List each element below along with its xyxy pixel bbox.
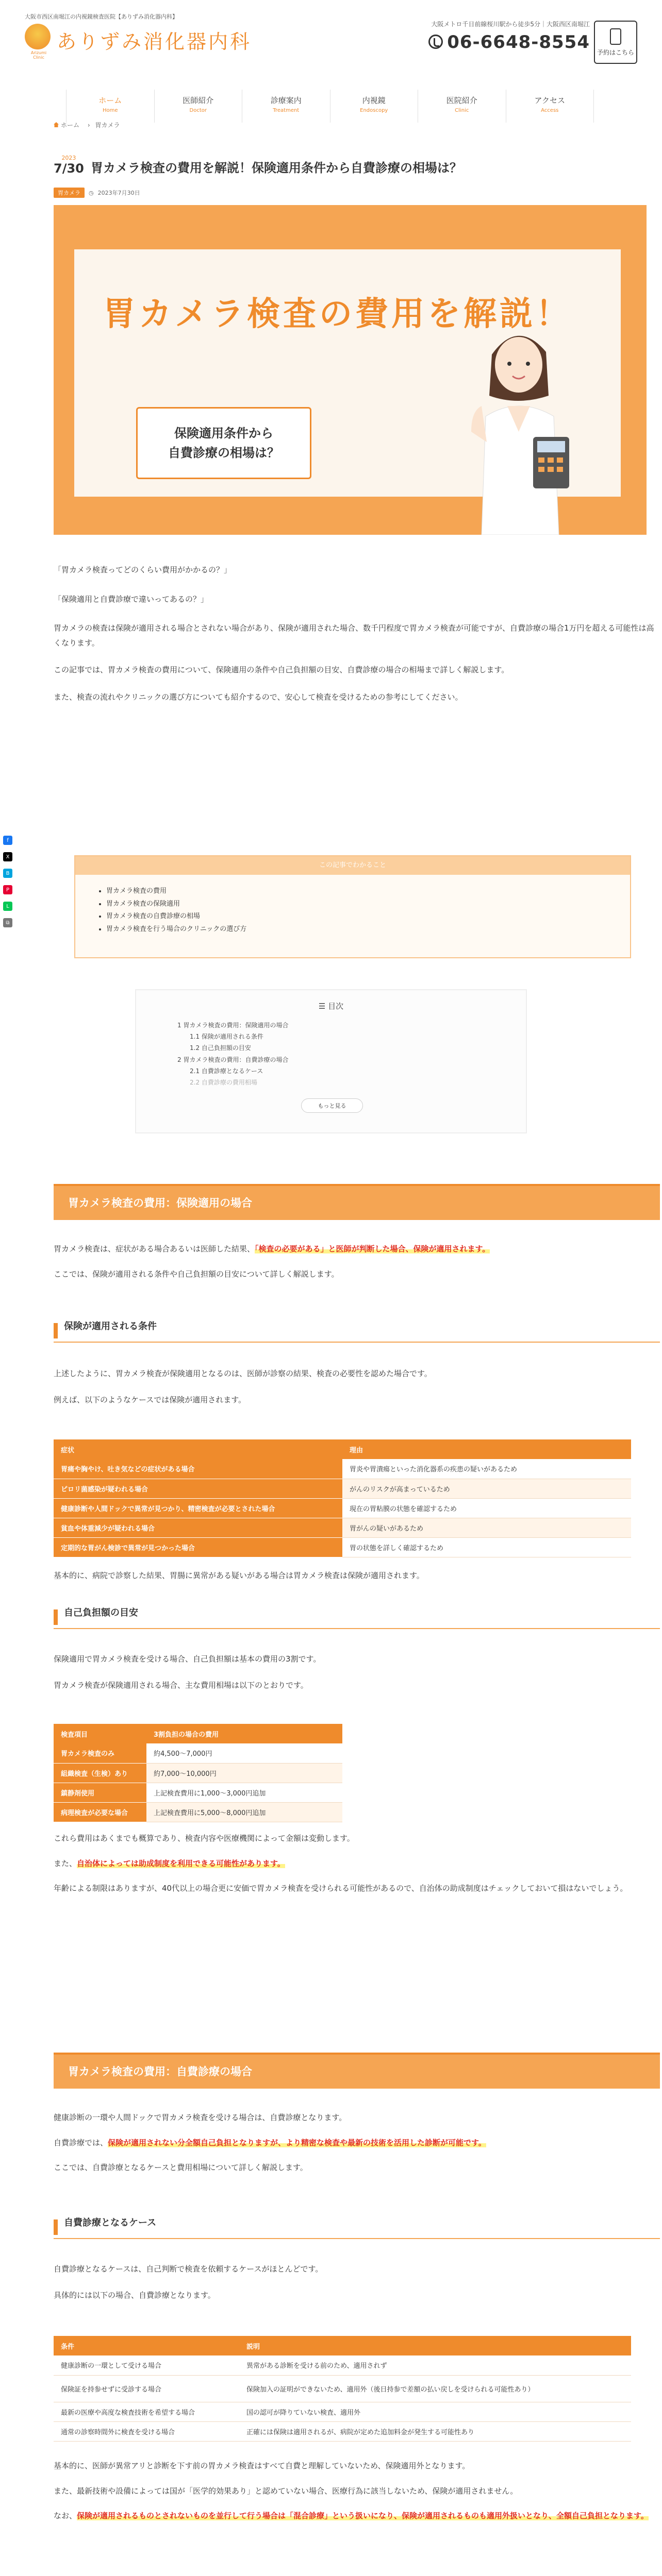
cost-notes: [54, 1831, 660, 1896]
toc-list: [136, 1011, 526, 1088]
table-cell: 上記検査費用に1,000〜3,000円追加: [146, 1783, 342, 1802]
intro: [54, 563, 660, 704]
toc-link[interactable]: 2 胃カメラ検査の費用：自費診療の場合: [177, 1056, 289, 1063]
nav-label: ホーム: [98, 96, 122, 105]
toc-link[interactable]: 1.2 自己負担額の目安: [190, 1044, 251, 1052]
column-header: 理由: [342, 1439, 631, 1459]
nav-sublabel: Doctor: [189, 108, 207, 113]
toc-title: [136, 1001, 526, 1011]
table-cell: 約7,000〜10,000円: [146, 1763, 342, 1783]
subsection-heading: 自己負担額の目安: [54, 1605, 660, 1629]
nav-sublabel: Endoscopy: [360, 108, 388, 113]
copy-link-icon[interactable]: ⧉: [3, 918, 12, 927]
paragraph: 保険適用で胃カメラ検査を受ける場合、自己負担額は基本の費用の3割です。: [54, 1654, 321, 1664]
table-cell: 健康診断や人間ドックで異常が見つかり、精密検査が必要とされた場合: [54, 1498, 342, 1518]
table-cell: 組織検査（生検）あり: [54, 1763, 146, 1783]
table-cell: 保険加入の証明ができないため、適用外（後日持参で差額の払い戻しを受けられる可能性あり）: [239, 2375, 631, 2402]
subsection-heading: 自費診療となるケース: [54, 2215, 660, 2239]
share-buttons: [3, 836, 12, 927]
intro-question-2: 「保険適用と自費診療で違いってあるの？」: [54, 594, 209, 604]
section-heading: 胃カメラ検査の費用：自費診療の場合: [54, 2053, 660, 2089]
points-list: [75, 875, 630, 936]
highlight-text: 保険が適用されない分全額自己負担となりますが、より精密な検査や最新の技術を活用した診断が可能です。: [108, 2138, 486, 2147]
home-icon: [54, 122, 59, 127]
paragraph: 自費診療となるケースは、自己判断で検査を依頼するケースがほとんどです。: [54, 2264, 323, 2274]
table-header-row: [54, 1724, 342, 1743]
breadcrumb-home[interactable]: [54, 122, 82, 129]
clinic-name[interactable]: ありずみ消化器内科: [57, 30, 252, 53]
nav-item-access[interactable]: [506, 90, 594, 123]
table-cell: 胃炎や胃潰瘍といった消化器系の疾患の疑いがあるため: [342, 1459, 631, 1479]
paragraph: ここでは、保険が適用される条件や自己負担額の目安について詳しく解説します。: [54, 1269, 339, 1279]
points-heading: この記事でわかること: [75, 856, 630, 875]
table-cell: 鎮静剤使用: [54, 1783, 146, 1802]
smartphone-icon: [610, 28, 621, 45]
table-cell: ピロリ菌感染が疑われる場合: [54, 1479, 342, 1498]
conditions-table: [54, 1439, 631, 1557]
toc-link[interactable]: 2.2 自費診療の費用相場: [190, 1078, 257, 1086]
nav-item-clinic[interactable]: [418, 90, 506, 123]
article-points-box: [74, 855, 631, 958]
breadcrumb-category[interactable]: 胃カメラ: [95, 122, 120, 129]
clinic-logo[interactable]: [25, 24, 51, 49]
nav-sublabel: Clinic: [455, 108, 469, 113]
table-row: [54, 1479, 631, 1498]
phone-icon: [428, 35, 443, 49]
post-meta: [54, 188, 140, 198]
paragraph: [54, 2136, 660, 2150]
intro-paragraph: この記事では、胃カメラ検査の費用について、保険適用の条件や自己負担額の目安、自費診療の場合の相場まで詳しく解説します。: [54, 665, 509, 674]
logo-text: Arizumi Clinic: [30, 50, 47, 60]
post-title: 胃カメラ検査の費用を解説！保険適用条件から自費診療の相場は？: [91, 161, 462, 175]
highlight-text: 「検査の必要がある」と医師が判断した場合、保険が適用されます。: [255, 1244, 490, 1253]
table-of-contents: [135, 989, 527, 1133]
column-header: 説明: [239, 2336, 631, 2355]
breadcrumb: [54, 121, 123, 129]
paragraph: 例えば、以下のようなケースでは保険が適用されます。: [54, 1395, 246, 1404]
table-row: [54, 1763, 342, 1783]
list-item: • 胃カメラ検査の保険適用: [106, 898, 630, 911]
table-cell: 最新の医療や高度な検査技術を希望する場合: [54, 2402, 239, 2421]
section-heading: 胃カメラ検査の費用：保険適用の場合: [54, 1184, 660, 1220]
table-cell: 胃痛や胸やけ、吐き気などの症状がある場合: [54, 1459, 342, 1479]
paragraph: [54, 2509, 660, 2523]
line-share-icon[interactable]: L: [3, 902, 12, 911]
nav-item-endoscopy[interactable]: [330, 90, 418, 123]
nav-sublabel: Home: [102, 108, 118, 113]
table-row: [54, 2402, 631, 2421]
category-badge[interactable]: 胃カメラ: [54, 188, 85, 198]
nav-item-doctor[interactable]: [154, 90, 242, 123]
eyecatch-line1: 保険適用条件から: [174, 426, 273, 440]
case-text: [54, 2262, 660, 2302]
toc-link[interactable]: 2.1 自費診療となるケース: [190, 1067, 263, 1075]
post-date: [54, 155, 84, 176]
conditions-text: [54, 1366, 660, 1407]
list-item: • 胃カメラ検査の費用: [106, 885, 630, 898]
list-item: • 胃カメラ検査を行う場合のクリニックの選び方: [106, 923, 630, 936]
case-notes: [54, 2459, 660, 2523]
intro-paragraph: 胃カメラの検査は保険が適用される場合とされない場合があり、保険が適用された場合、数千円程度で胃カメラ検査が可能ですが、自費診療の場合1万円を超える可能性は高くなります。: [54, 623, 654, 648]
paragraph: これら費用はあくまでも概算であり、検査内容や医療機関によって金額は変動します。: [54, 1834, 355, 1843]
booking-button[interactable]: [594, 21, 637, 64]
list-item: • 胃カメラ検査の自費診療の相場: [106, 910, 630, 923]
column-header: 条件: [54, 2336, 239, 2355]
nav-label: 内視鏡: [362, 96, 386, 105]
paragraph: 胃カメラ検査が保険適用される場合、主な費用相場は以下のとおりです。: [54, 1680, 308, 1690]
column-header: 検査項目: [54, 1724, 146, 1743]
nav-item-treatment[interactable]: [242, 90, 330, 123]
table-cell: 胃カメラ検査のみ: [54, 1743, 146, 1763]
table-cell: 上記検査費用に5,000〜8,000円追加: [146, 1802, 342, 1822]
toc-link[interactable]: 1 胃カメラ検査の費用：保険適用の場合: [177, 1022, 289, 1029]
breadcrumb-label: ホーム: [61, 122, 80, 129]
table-cell: 国の認可が降りていない検査、適用外: [239, 2402, 631, 2421]
phone-text: 06-6648-8554: [447, 32, 590, 53]
table-row: [54, 2375, 631, 2402]
text: 自費診療では、: [54, 2138, 108, 2147]
intro-paragraph: また、検査の流れやクリニックの選び方についても紹介するので、安心して検査を受けるための参考にしてください。: [54, 692, 463, 702]
list-icon: ☰: [318, 1002, 328, 1011]
paragraph: 年齢による制限はありますが、40代以上の場合更に安価で胃カメラ検査を受けられる可能性があるので、自治体の助成制度はチェックしておいて損はないでしょう。: [54, 1884, 628, 1893]
table-cell: 定期的な胃がん検診で異常が見つかった場合: [54, 1537, 342, 1557]
nav-label: 診療案内: [270, 96, 302, 105]
table-cell: 病理検査が必要な場合: [54, 1802, 146, 1822]
facebook-share-icon[interactable]: f: [3, 836, 12, 845]
highlight-text: 自治体によっては助成制度を利用できる可能性があります。: [77, 1858, 285, 1868]
toc-more-button[interactable]: もっと見る: [301, 1098, 363, 1113]
table-row: [54, 1743, 342, 1763]
nav-label: アクセス: [534, 96, 566, 105]
booking-label: 予約はこちら: [597, 48, 634, 56]
paragraph: [54, 1242, 660, 1257]
eyecatch-line2: 自費診療の相場は？: [168, 446, 279, 460]
table-cell: 通常の診察時間外に検査を受ける場合: [54, 2421, 239, 2441]
table-row: [54, 2421, 631, 2441]
nav-sublabel: Treatment: [273, 108, 300, 113]
table-cell: 約4,500〜7,000円: [146, 1743, 342, 1763]
table-row: [54, 1537, 631, 1557]
paragraph: 基本的に、医師が異常アリと診断を下す前の胃カメラ検査はすべて自費と理解していないため、保険適用外となります。: [54, 2461, 470, 2470]
table-row: [54, 1802, 342, 1822]
intro-question-1: 「胃カメラ検査ってどのくらい費用がかかるの？」: [54, 565, 232, 574]
table-cell: 保険証を持参せずに受診する場合: [54, 2375, 239, 2402]
post-updated: 2023年7月30日: [97, 190, 140, 196]
eyecatch-title: 胃カメラ検査の費用を解説！: [103, 295, 572, 333]
eyecatch-subtitle-box: [136, 407, 311, 479]
table-row: [54, 1783, 342, 1802]
case-table: [54, 2336, 631, 2442]
conditions-note: [54, 1568, 660, 1583]
table-cell: 正確には保険は適用されるが、病院が定めた追加料金が発生する可能性あり: [239, 2421, 631, 2441]
x-share-icon[interactable]: X: [3, 852, 12, 861]
clock-icon: ◷: [89, 189, 94, 196]
nav-label: 医師紹介: [183, 96, 214, 105]
table-row: [54, 2355, 631, 2375]
nurse-illustration: [456, 308, 580, 535]
hatena-share-icon[interactable]: B: [3, 869, 12, 878]
pocket-share-icon[interactable]: P: [3, 885, 12, 894]
cost-text: [54, 1652, 660, 1692]
global-nav: [66, 90, 594, 123]
cost-table: [54, 1724, 342, 1822]
text: なお、: [54, 2511, 77, 2520]
table-cell: 健康診断の一環として受ける場合: [54, 2355, 239, 2375]
post-year: 2023: [61, 155, 76, 161]
column-header: 3割負担の場合の費用: [146, 1724, 342, 1743]
table-header-row: [54, 1439, 631, 1459]
paragraph: 健康診断の一環や人間ドックで胃カメラ検査を受ける場合は、自費診療となります。: [54, 2113, 347, 2122]
access-note: 大阪メトロ千日前線桜川駅から徒歩5分｜大阪西区南堀江: [431, 21, 590, 28]
table-cell: 胃の状態を詳しく確認するため: [342, 1537, 631, 1557]
breadcrumb-separator: ›: [87, 122, 90, 129]
table-header-row: [54, 2336, 631, 2355]
table-row: [54, 1459, 631, 1479]
toc-link[interactable]: 1.1 保険が適用される条件: [190, 1033, 263, 1041]
nav-item-home[interactable]: [66, 90, 154, 123]
table-cell: がんのリスクが高まっているため: [342, 1479, 631, 1498]
site-header: [0, 0, 662, 60]
text: また、: [54, 1858, 77, 1868]
table-cell: 胃がんの疑いがあるため: [342, 1518, 631, 1537]
section1-intro: [54, 1242, 660, 1281]
nav-sublabel: Access: [541, 108, 559, 113]
table-row: [54, 1518, 631, 1537]
table-cell: 現在の胃粘膜の状態を確認するため: [342, 1498, 631, 1518]
paragraph: ここでは、自費診療となるケースと費用相場について詳しく解説します。: [54, 2163, 308, 2172]
section2-intro: [54, 2110, 660, 2175]
table-cell: 異常がある診断を受ける前のため、適用されず: [239, 2355, 631, 2375]
site-tagline: 大阪市西区南堀江の内視鏡検査医院【ありずみ消化器内科】: [25, 13, 178, 20]
column-header: 症状: [54, 1439, 342, 1459]
paragraph: 上述したように、胃カメラ検査が保険適用となるのは、医師が診察の結果、検査の必要性を認めた場合です。: [54, 1369, 432, 1378]
subsection-heading: 保険が適用される条件: [54, 1319, 660, 1343]
toc-title-text: 目次: [328, 1002, 344, 1011]
paragraph: また、最新技術や設備によっては国が「医学的効果あり」と認めていない場合、医療行為に該当しないため、保険が適用されません。: [54, 2486, 518, 2496]
paragraph: 基本的に、病院で診察した結果、胃腸に異常がある疑いがある場合は胃カメラ検査は保険が適用されます。: [54, 1571, 424, 1580]
paragraph: 具体的には以下の場合、自費診療となります。: [54, 2290, 216, 2300]
paragraph: [54, 1856, 660, 1871]
text: 胃カメラ検査は、症状がある場合あるいは医師した結果、: [54, 1244, 255, 1253]
table-cell: 貧血や体重減少が疑われる場合: [54, 1518, 342, 1537]
post-monthday: 7/30: [54, 161, 84, 176]
nav-label: 医院紹介: [446, 96, 477, 105]
table-row: [54, 1498, 631, 1518]
eyecatch-image: [54, 205, 647, 535]
highlight-text: 保険が適用されるものとされないものを並行して行う場合は「混合診療」という扱いになり、保険が適用されるものも適用外扱いとなり、全額自己負担となります。: [77, 2511, 649, 2520]
phone-number[interactable]: [428, 32, 590, 53]
